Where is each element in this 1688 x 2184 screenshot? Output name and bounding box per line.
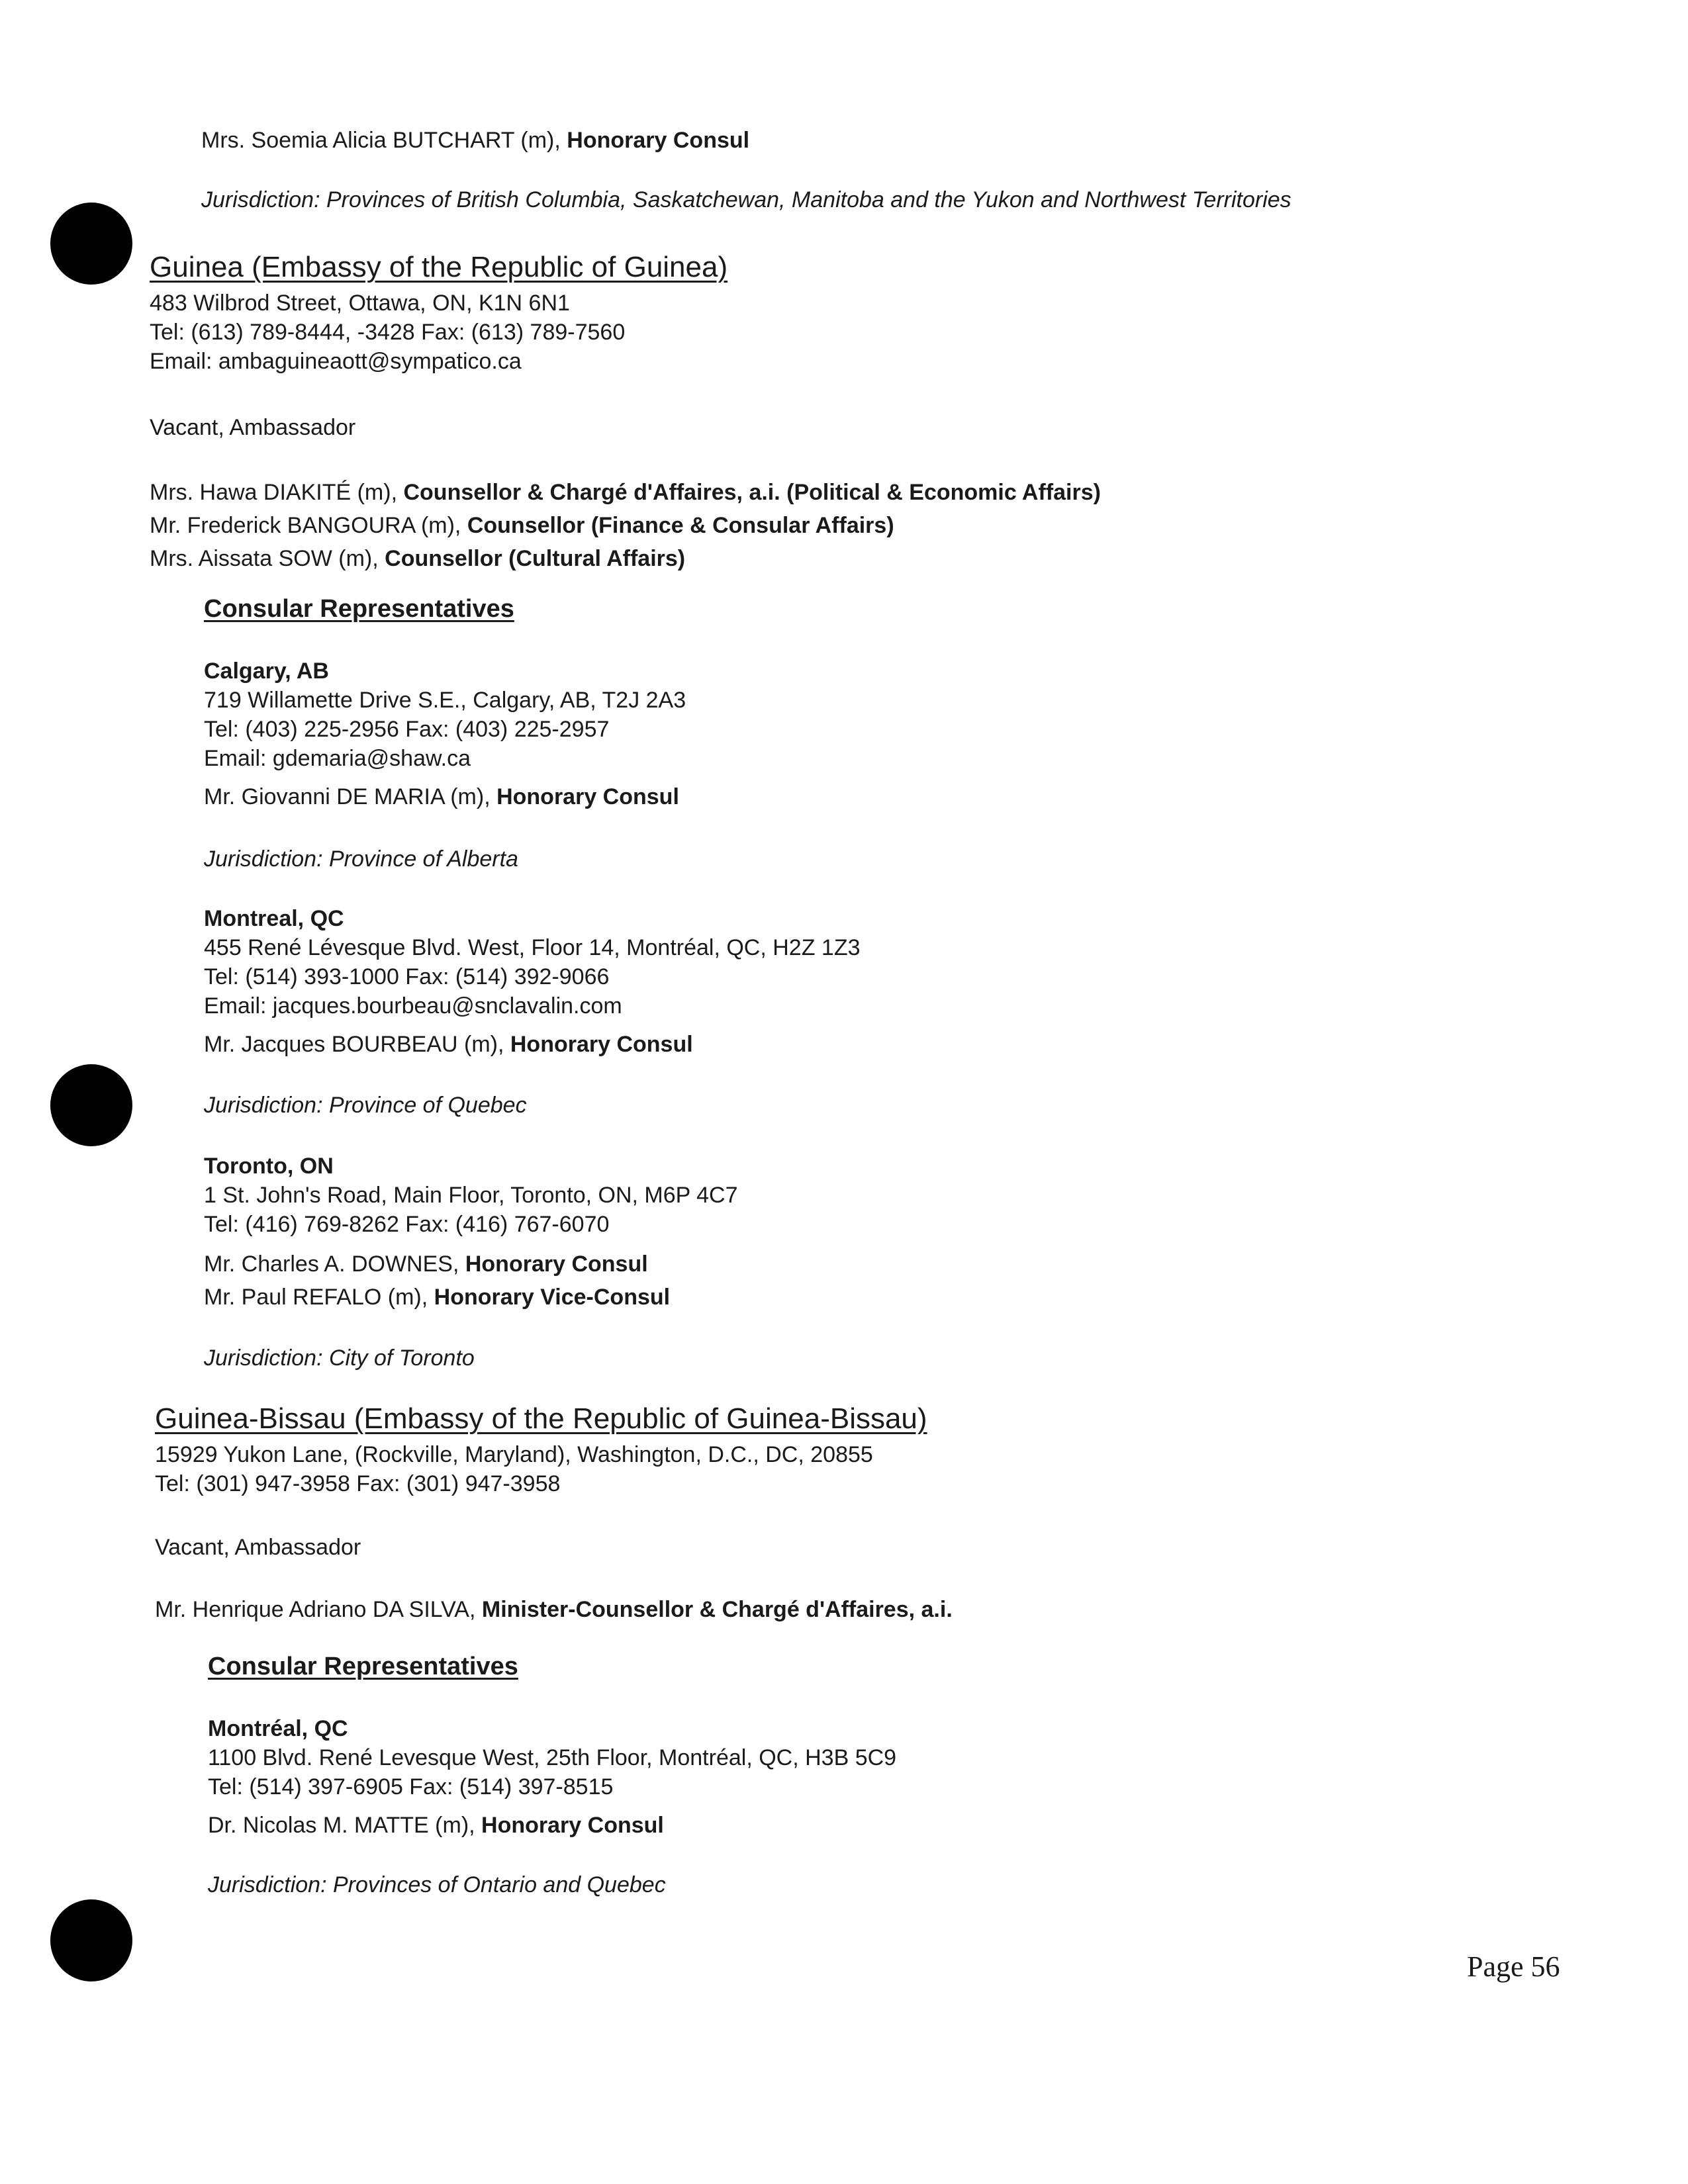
staff-entry xyxy=(150,545,685,572)
consul-title: Honorary Consul xyxy=(481,1813,664,1838)
consul-name: Mr. Charles A. DOWNES, xyxy=(204,1251,459,1277)
page-number: Page 56 xyxy=(1467,1950,1560,1983)
staff-name: Mrs. Hawa DIAKITÉ (m), xyxy=(150,480,398,505)
consulate-tel-fax: Tel: (514) 393-1000 Fax: (514) 392-9066 xyxy=(204,964,610,989)
country-heading-guinea-bissau: Guinea-Bissau (Embassy of the Republic of Guinea-Bissau) xyxy=(155,1402,927,1435)
consul-entry xyxy=(201,127,749,154)
consulate-city: Montreal, QC xyxy=(204,906,344,931)
punch-hole-bottom xyxy=(50,1899,132,1981)
staff-title: Counsellor (Cultural Affairs) xyxy=(385,546,686,571)
ambassador: Vacant, Ambassador xyxy=(150,415,356,440)
consulate-tel-fax: Tel: (416) 769-8262 Fax: (416) 767-6070 xyxy=(204,1212,610,1237)
consul-name: Mr. Paul REFALO (m), xyxy=(204,1285,428,1310)
embassy-tel-fax: Tel: (301) 947-3958 Fax: (301) 947-3958 xyxy=(155,1471,561,1496)
consulate-address: 1100 Blvd. René Levesque West, 25th Floor, Montréal, QC, H3B 5C9 xyxy=(208,1745,897,1770)
staff-title: Counsellor (Finance & Consular Affairs) xyxy=(467,513,894,538)
jurisdiction: Jurisdiction: Province of Alberta xyxy=(204,846,518,872)
consulate-email: Email: jacques.bourbeau@snclavalin.com xyxy=(204,993,622,1019)
jurisdiction: Jurisdiction: Provinces of Ontario and Quebec xyxy=(208,1872,666,1897)
consul-title: Honorary Consul xyxy=(496,784,679,809)
consulate-address: 1 St. John's Road, Main Floor, Toronto, ON, M6P 4C7 xyxy=(204,1183,738,1208)
country-heading-guinea: Guinea (Embassy of the Republic of Guinea) xyxy=(150,251,728,283)
consulate-address: 719 Willamette Drive S.E., Calgary, AB, T2J 2A3 xyxy=(204,688,686,713)
consulate-tel-fax: Tel: (514) 397-6905 Fax: (514) 397-8515 xyxy=(208,1774,614,1799)
consular-heading: Consular Representatives xyxy=(208,1653,518,1680)
consulate-city: Montréal, QC xyxy=(208,1716,348,1741)
consul-entry xyxy=(204,1284,670,1310)
consul-name: Mr. Jacques BOURBEAU (m), xyxy=(204,1032,504,1057)
staff-title: Counsellor & Chargé d'Affaires, a.i. (Political & Economic Affairs) xyxy=(403,480,1101,505)
jurisdiction: Jurisdiction: Provinces of British Columbia, Saskatchewan, Manitoba and the Yukon and Northwest Territories xyxy=(201,187,1291,212)
consul-name: Mr. Giovanni DE MARIA (m), xyxy=(204,784,491,809)
consul-entry xyxy=(208,1812,664,1839)
consul-title: Honorary Vice-Consul xyxy=(434,1285,671,1310)
staff-entry xyxy=(150,512,894,539)
embassy-tel-fax: Tel: (613) 789-8444, -3428 Fax: (613) 789-7560 xyxy=(150,320,626,345)
consulate-city: Calgary, AB xyxy=(204,659,329,684)
jurisdiction: Jurisdiction: Province of Quebec xyxy=(204,1093,527,1118)
consul-title: Honorary Consul xyxy=(510,1032,693,1057)
punch-hole-top xyxy=(50,203,132,285)
staff-name: Mrs. Aissata SOW (m), xyxy=(150,546,379,571)
staff-name: Mr. Henrique Adriano DA SILVA, xyxy=(155,1597,476,1622)
staff-title: Minister-Counsellor & Chargé d'Affaires, a.i. xyxy=(481,1597,953,1622)
staff-name: Mr. Frederick BANGOURA (m), xyxy=(150,513,461,538)
consul-title: Honorary Consul xyxy=(567,128,750,153)
consul-entry xyxy=(204,1251,648,1277)
jurisdiction: Jurisdiction: City of Toronto xyxy=(204,1345,475,1371)
consul-title: Honorary Consul xyxy=(465,1251,648,1277)
consul-name: Dr. Nicolas M. MATTE (m), xyxy=(208,1813,475,1838)
consular-heading: Consular Representatives xyxy=(204,595,514,623)
staff-entry xyxy=(155,1596,953,1623)
embassy-address: 15929 Yukon Lane, (Rockville, Maryland), Washington, D.C., DC, 20855 xyxy=(155,1442,873,1467)
staff-entry xyxy=(150,479,1101,506)
consul-entry xyxy=(204,1031,693,1058)
embassy-email: Email: ambaguineaott@sympatico.ca xyxy=(150,349,522,374)
consulate-city: Toronto, ON xyxy=(204,1154,334,1179)
consulate-email: Email: gdemaria@shaw.ca xyxy=(204,746,471,771)
consulate-address: 455 René Lévesque Blvd. West, Floor 14, Montréal, QC, H2Z 1Z3 xyxy=(204,935,861,960)
embassy-address: 483 Wilbrod Street, Ottawa, ON, K1N 6N1 xyxy=(150,291,570,316)
punch-hole-middle xyxy=(50,1064,132,1146)
consul-name: Mrs. Soemia Alicia BUTCHART (m), xyxy=(201,128,561,153)
consul-entry xyxy=(204,784,679,810)
ambassador: Vacant, Ambassador xyxy=(155,1535,361,1560)
consulate-tel-fax: Tel: (403) 225-2956 Fax: (403) 225-2957 xyxy=(204,717,610,742)
